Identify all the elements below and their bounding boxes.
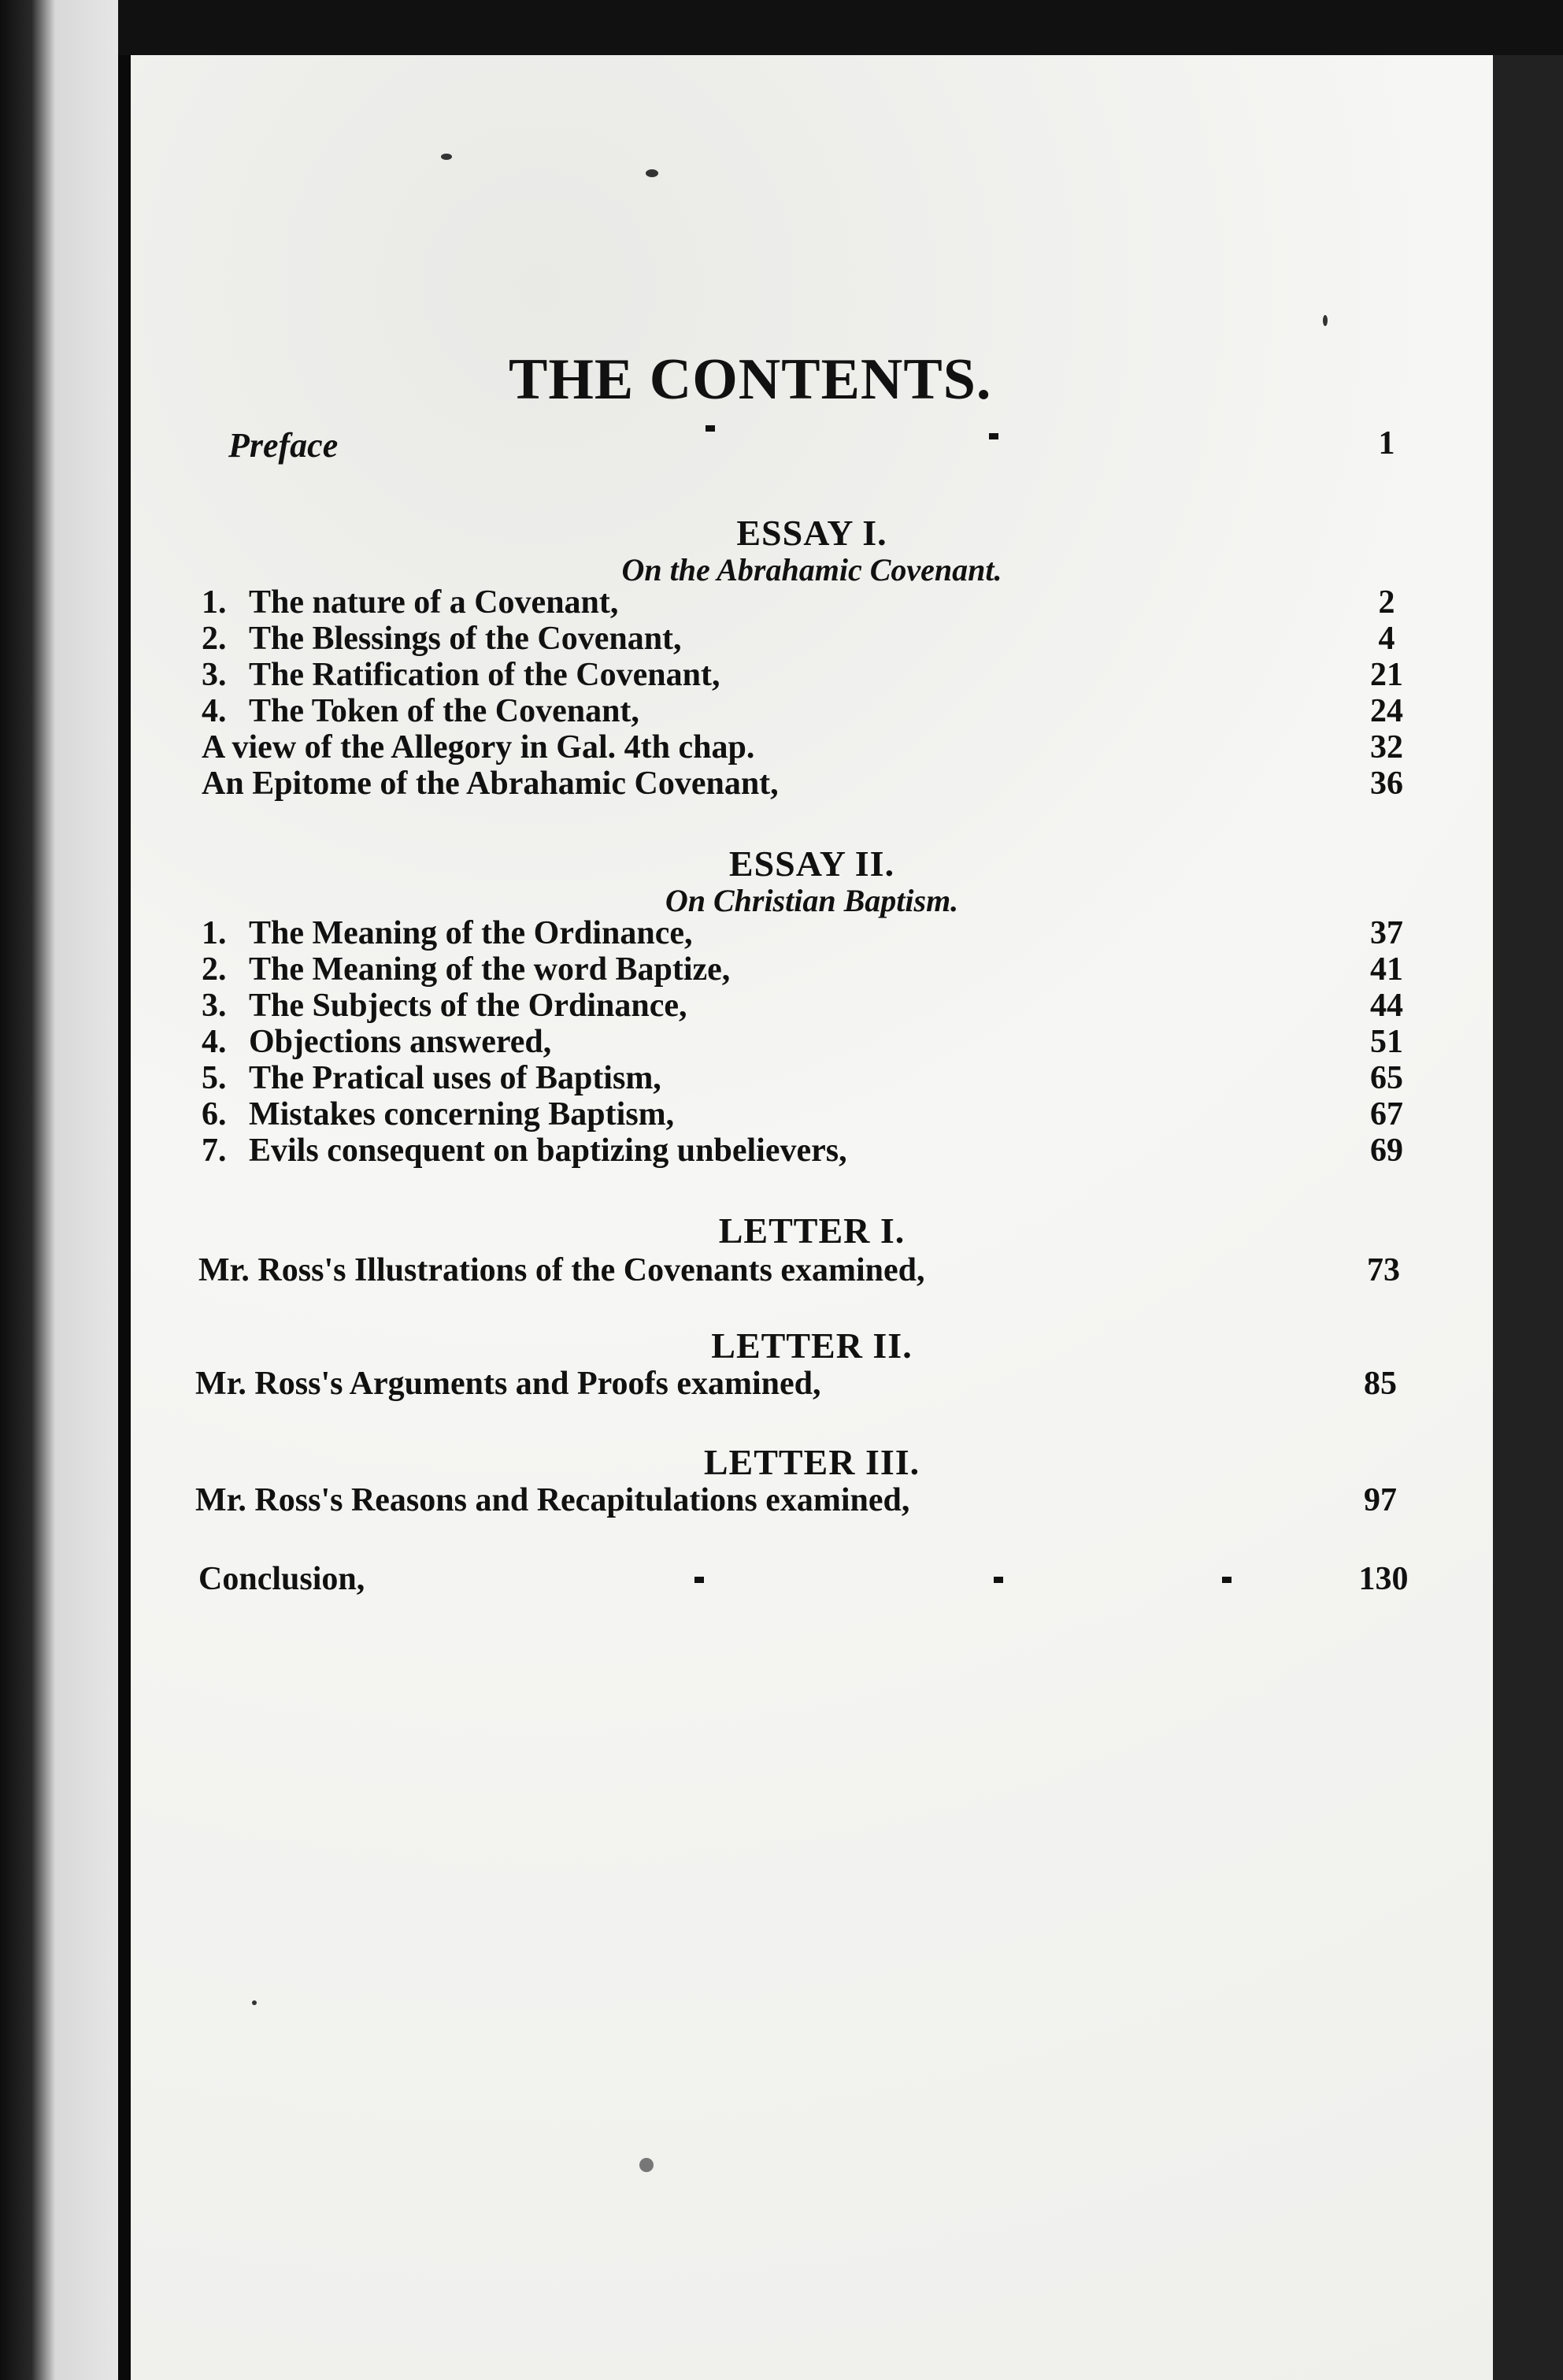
list-item: Mr. Ross's Illustrations of the Covenants examined, 73 — [198, 1252, 1400, 1288]
list-item: 7. Evils consequent on baptizing unbelievers, 69 — [202, 1133, 1403, 1169]
list-item: 6. Mistakes concerning Baptism, 67 — [202, 1096, 1403, 1133]
scan-right-edge — [1493, 55, 1563, 2380]
letter1-title: LETTER I. — [718, 1210, 906, 1251]
essay1-title: ESSAY I. — [736, 513, 887, 553]
list-item: An Epitome of the Abrahamic Covenant, 36 — [202, 766, 1403, 802]
page-title: THE CONTENTS. — [509, 347, 992, 412]
list-item: 5. The Pratical uses of Baptism, 65 — [202, 1060, 1403, 1096]
scan-speck — [252, 2000, 257, 2005]
conclusion-row: Conclusion, 130 — [198, 1561, 1409, 1597]
list-item: A view of the Allegory in Gal. 4th chap. 32 — [202, 729, 1403, 766]
list-item: 4. Objections answered, 51 — [202, 1024, 1403, 1060]
list-item: 2. The Blessings of the Covenant, 4 — [202, 621, 1395, 657]
scan-top-border — [0, 0, 1563, 55]
list-item: 4. The Token of the Covenant, 24 — [202, 693, 1403, 729]
scan-left-margin — [0, 0, 118, 2380]
scan-speck — [639, 2158, 654, 2172]
list-item: 2. The Meaning of the word Baptize, 41 — [202, 951, 1403, 988]
essay1-subtitle: On the Abrahamic Covenant. — [621, 552, 1002, 588]
list-item: 3. The Subjects of the Ordinance, 44 — [202, 988, 1403, 1024]
preface-page: 1 — [1378, 425, 1395, 462]
letter2-title: LETTER II. — [711, 1325, 913, 1366]
list-item: 3. The Ratification of the Covenant, 21 — [202, 657, 1403, 693]
scan-speck — [1323, 315, 1328, 326]
list-item: 1. The nature of a Covenant, 2 — [202, 584, 1395, 621]
document-page — [131, 55, 1493, 2380]
scan-speck — [441, 154, 452, 160]
list-item: Mr. Ross's Arguments and Proofs examined, 85 — [195, 1366, 1397, 1402]
letter3-title: LETTER III. — [703, 1442, 920, 1482]
gutter-line — [118, 55, 131, 2380]
essay2-subtitle: On Christian Baptism. — [665, 883, 959, 918]
list-item: Mr. Ross's Reasons and Recapitulations examined, 97 — [195, 1482, 1397, 1518]
preface-label: Preface — [228, 426, 339, 465]
essay2-title: ESSAY II. — [728, 843, 895, 884]
scan-speck — [646, 169, 658, 177]
list-item: 1. The Meaning of the Ordinance, 37 — [202, 915, 1403, 951]
